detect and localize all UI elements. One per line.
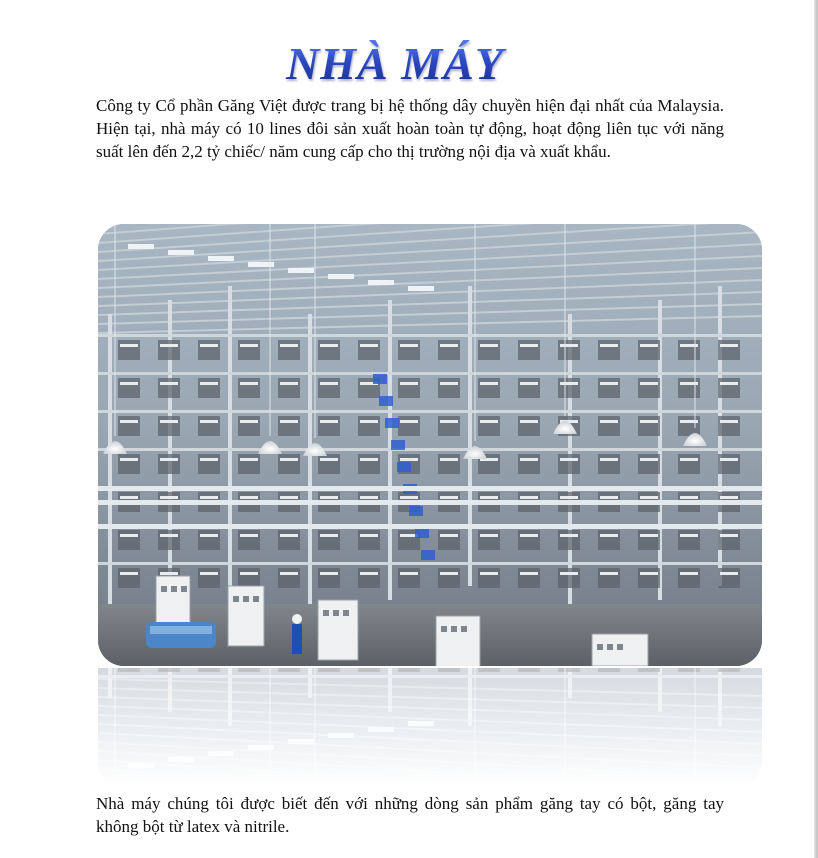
page-title: NHÀ MÁY — [0, 37, 790, 90]
production-racks — [98, 286, 762, 614]
closing-paragraph: Nhà máy chúng tôi được biết đến với những dòng sản phẩm găng tay có bột, găng tay không bột từ latex và nitrile. — [96, 794, 724, 836]
photo-reflection — [98, 668, 762, 788]
reflection-illustration — [98, 668, 762, 788]
page-edge — [814, 0, 818, 858]
factory-illustration — [98, 224, 762, 666]
intro-paragraph: Công ty Cổ phần Găng Việt được trang bị hệ thống dây chuyền hiện đại nhất của Malaysia. Hiện tại, nhà máy có 10 lines đôi sản xuất hoàn toàn tự động, hoạt động liên tục với năng suất lên đến 2,2 tỷ chiếc/ năm cung cấp cho thị trường nội địa và xuất khẩu. — [96, 96, 724, 161]
worker-figure — [292, 614, 302, 654]
factory-photo — [98, 224, 762, 666]
blue-machine — [146, 622, 216, 648]
